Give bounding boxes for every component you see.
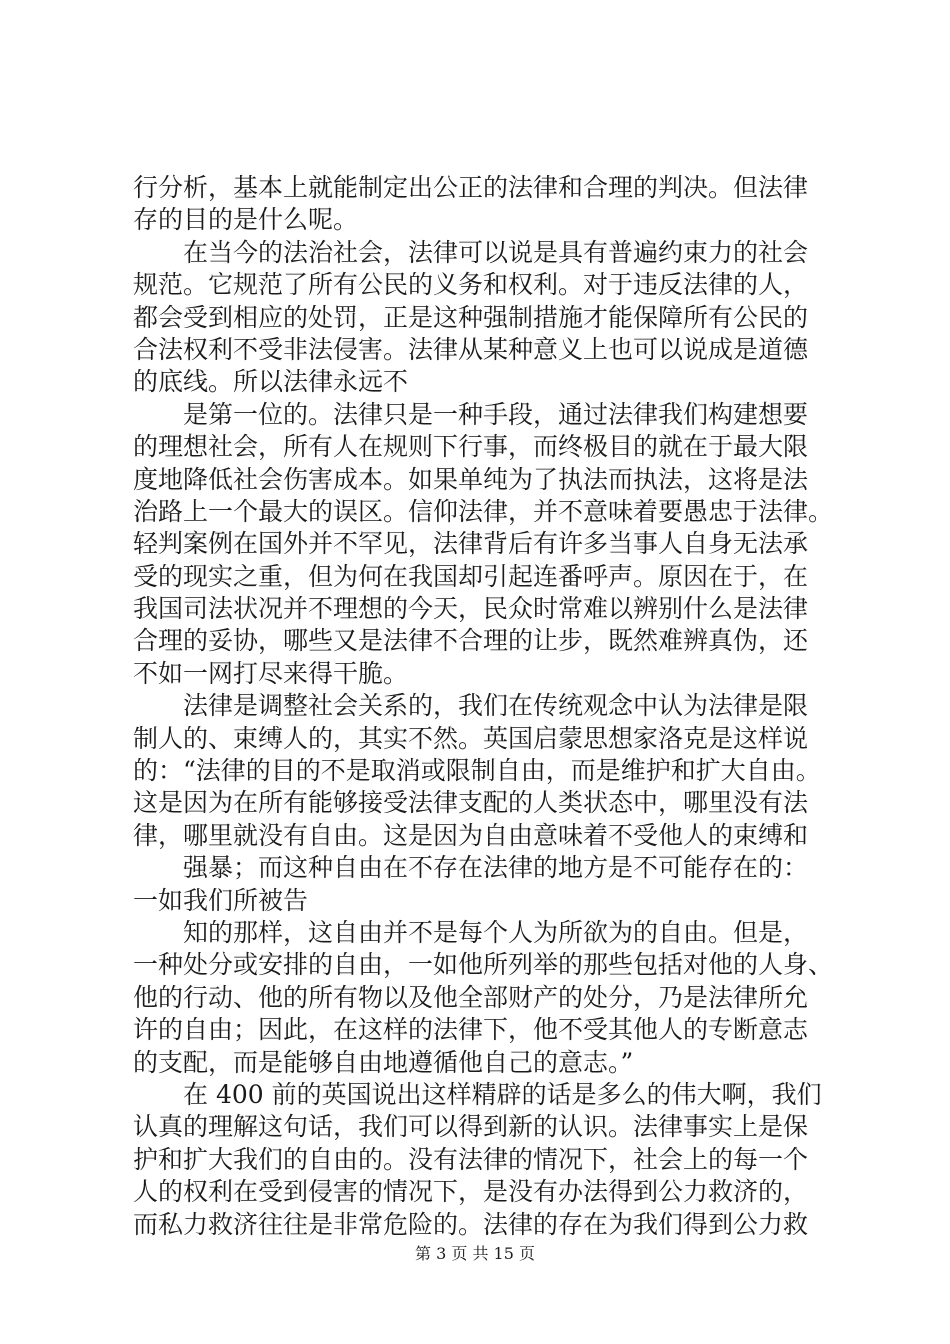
text-line: 强暴；而这种自由在不存在法律的地方是不可能存在的： <box>183 853 809 883</box>
text-line: 是第一位的。法律只是一种手段，通过法律我们构建想要 <box>183 399 809 429</box>
text-line: 他的行动、他的所有物以及他全部财产的处分，乃是法律所允 <box>133 982 809 1012</box>
text-line: 治路上一个最大的误区。信仰法律，并不意味着要愚忠于法律。 <box>133 496 834 526</box>
text-line: 护和扩大我们的自由的。没有法律的情况下，社会上的每一个 <box>133 1144 809 1174</box>
text-line: 我国司法状况并不理想的今天，民众时常难以辨别什么是法律 <box>133 594 809 624</box>
text-line: 一如我们所被告 <box>133 885 309 915</box>
text-line: 而私力救济往往是非常危险的。法律的存在为我们得到公力救 <box>133 1209 809 1239</box>
text-line: 合法权利不受非法侵害。法律从某种意义上也可以说成是道德 <box>133 334 809 364</box>
text-line: 存的目的是什么呢。 <box>133 205 359 235</box>
text-line: 法律是调整社会关系的，我们在传统观念中认为法律是限 <box>183 691 809 721</box>
text-line: 度地降低社会伤害成本。如果单纯为了执法而执法，这将是法 <box>133 464 809 494</box>
text-line: 在 400 前的英国说出这样精辟的话是多么的伟大啊，我们 <box>183 1079 822 1109</box>
text-line: 的：“法律的目的不是取消或限制自由，而是维护和扩大自由。 <box>133 756 821 786</box>
text-line: 一种处分或安排的自由，一如他所列举的那些包括对他的人身、 <box>133 950 834 980</box>
text-line: 律，哪里就没有自由。这是因为自由意味着不受他人的束缚和 <box>133 820 809 850</box>
text-line: 合理的妥协，哪些又是法律不合理的让步，既然难辨真伪，还 <box>133 626 809 656</box>
text-line: 认真的理解这句话，我们可以得到新的认识。法律事实上是保 <box>133 1112 809 1142</box>
text-line: 不如一网打尽来得干脆。 <box>133 658 409 688</box>
text-line: 受的现实之重，但为何在我国却引起连番呼声。原因在于，在 <box>133 561 809 591</box>
text-line: 规范。它规范了所有公民的义务和权利。对于违反法律的人， <box>133 270 809 300</box>
page-footer: 第 3 页 共 15 页 <box>415 1244 535 1263</box>
text-line: 许的自由；因此，在这样的法律下，他不受其他人的专断意志 <box>133 1015 809 1045</box>
text-line: 的底线。所以法律永远不 <box>133 367 409 397</box>
text-line: 的理想社会，所有人在规则下行事，而终极目的就在于最大限 <box>133 432 809 462</box>
body-text <box>133 172 833 1241</box>
text-line: 人的权利在受到侵害的情况下，是没有办法得到公力救济的， <box>133 1177 809 1207</box>
text-line: 轻判案例在国外并不罕见，法律背后有许多当事人自身无法承 <box>133 529 809 559</box>
text-line: 行分析，基本上就能制定出公正的法律和合理的判决。但法律 <box>133 173 809 202</box>
text-line: 知的那样，这自由并不是每个人为所欲为的自由。但是， <box>183 917 809 947</box>
text-line: 这是因为在所有能够接受法律支配的人类状态中，哪里没有法 <box>133 788 809 818</box>
text-line: 制人的、束缚人的，其实不然。英国启蒙思想家洛克是这样说 <box>133 723 809 753</box>
text-line: 的支配，而是能够自由地遵循他自己的意志。” <box>133 1047 634 1077</box>
text-line: 在当今的法治社会，法律可以说是具有普遍约束力的社会 <box>183 237 809 267</box>
text-line: 都会受到相应的处罚，正是这种强制措施才能保障所有公民的 <box>133 302 809 332</box>
